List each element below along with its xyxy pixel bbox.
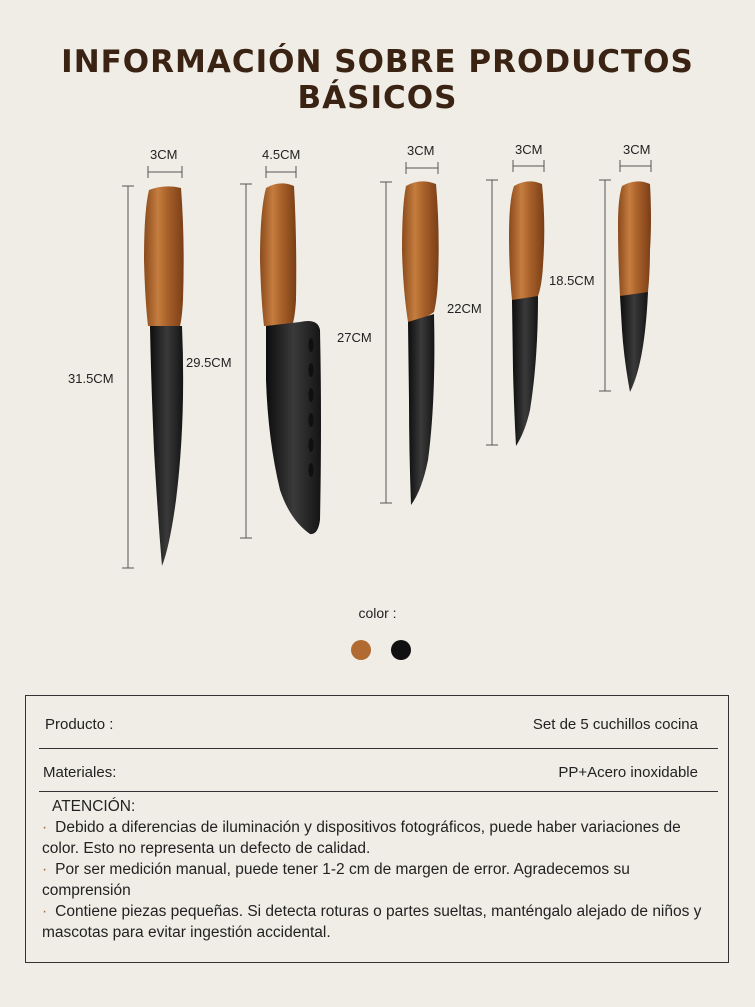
chef-knife-total-length-label: 31.5CM: [68, 371, 114, 386]
color-swatch-wood-brown[interactable]: [351, 640, 371, 660]
bread-knife: [402, 181, 439, 505]
chef-knife-blade: [150, 326, 183, 566]
color-label: color :: [358, 605, 397, 621]
product-info-box: [25, 695, 729, 963]
utility-knife-handle: [509, 181, 544, 300]
materials-label: Materiales:: [43, 764, 117, 781]
note-item: [42, 817, 704, 859]
bread-knife-total-length-label: 27CM: [337, 330, 372, 345]
paring-knife-blade: [620, 292, 648, 392]
chef-knife-blade-length-label: 29.5CM: [186, 355, 232, 370]
page-title: INFORMACIÓN SOBRE PRODUCTOS BÁSICOS: [61, 44, 694, 116]
chef-knife: [144, 186, 184, 566]
bread-knife-blade: [408, 314, 434, 505]
color-swatch-black[interactable]: [391, 640, 411, 660]
bullet-icon: ·: [42, 903, 48, 920]
santoku-knife-width-label: 4.5CM: [262, 147, 301, 162]
paring-knife-width-label: 3CM: [623, 142, 651, 157]
attention-heading: ATENCIÓN:: [52, 798, 136, 815]
bullet-icon: ·: [42, 861, 48, 878]
divider: [39, 748, 718, 749]
utility-knife-length-label: 18.5CM: [549, 273, 595, 288]
materials-row: [39, 752, 718, 792]
note-text: Por ser medición manual, puede tener 1-2 cm de margen de error. Agradecemos su comprensión: [42, 861, 630, 899]
paring-knife-handle: [618, 181, 651, 296]
bullet-icon: ·: [42, 819, 48, 836]
product-label: Producto :: [45, 716, 114, 733]
utility-knife-width-label: 3CM: [515, 142, 543, 157]
bread-knife-handle: [402, 181, 439, 322]
santoku-knife-blade: [266, 321, 321, 534]
note-item: [42, 859, 704, 901]
utility-knife-blade: [512, 296, 538, 446]
note-text: Debido a diferencias de iluminación y dispositivos fotográficos, puede haber variaciones de color. Esto no representa un defecto de calidad.: [42, 819, 681, 857]
materials-value: PP+Acero inoxidable: [558, 764, 698, 781]
chef-knife-width-label: 3CM: [150, 147, 178, 162]
utility-knife: [509, 181, 544, 446]
paring-knife: [618, 181, 651, 392]
santoku-knife: [260, 183, 321, 534]
bread-knife-blade-length-label: 22CM: [447, 301, 482, 316]
product-value: Set de 5 cuchillos cocina: [532, 716, 698, 733]
product-row: [39, 704, 718, 744]
chef-knife-handle: [144, 186, 184, 326]
bread-knife-width-label: 3CM: [407, 143, 435, 158]
note-item: [42, 901, 704, 943]
attention-notes: [42, 796, 704, 943]
divider: [39, 791, 718, 792]
note-text: Contiene piezas pequeñas. Si detecta roturas o partes sueltas, manténgalo alejado de niños y mascotas para evitar ingestión accidental.: [42, 903, 702, 941]
santoku-knife-handle: [260, 183, 296, 326]
